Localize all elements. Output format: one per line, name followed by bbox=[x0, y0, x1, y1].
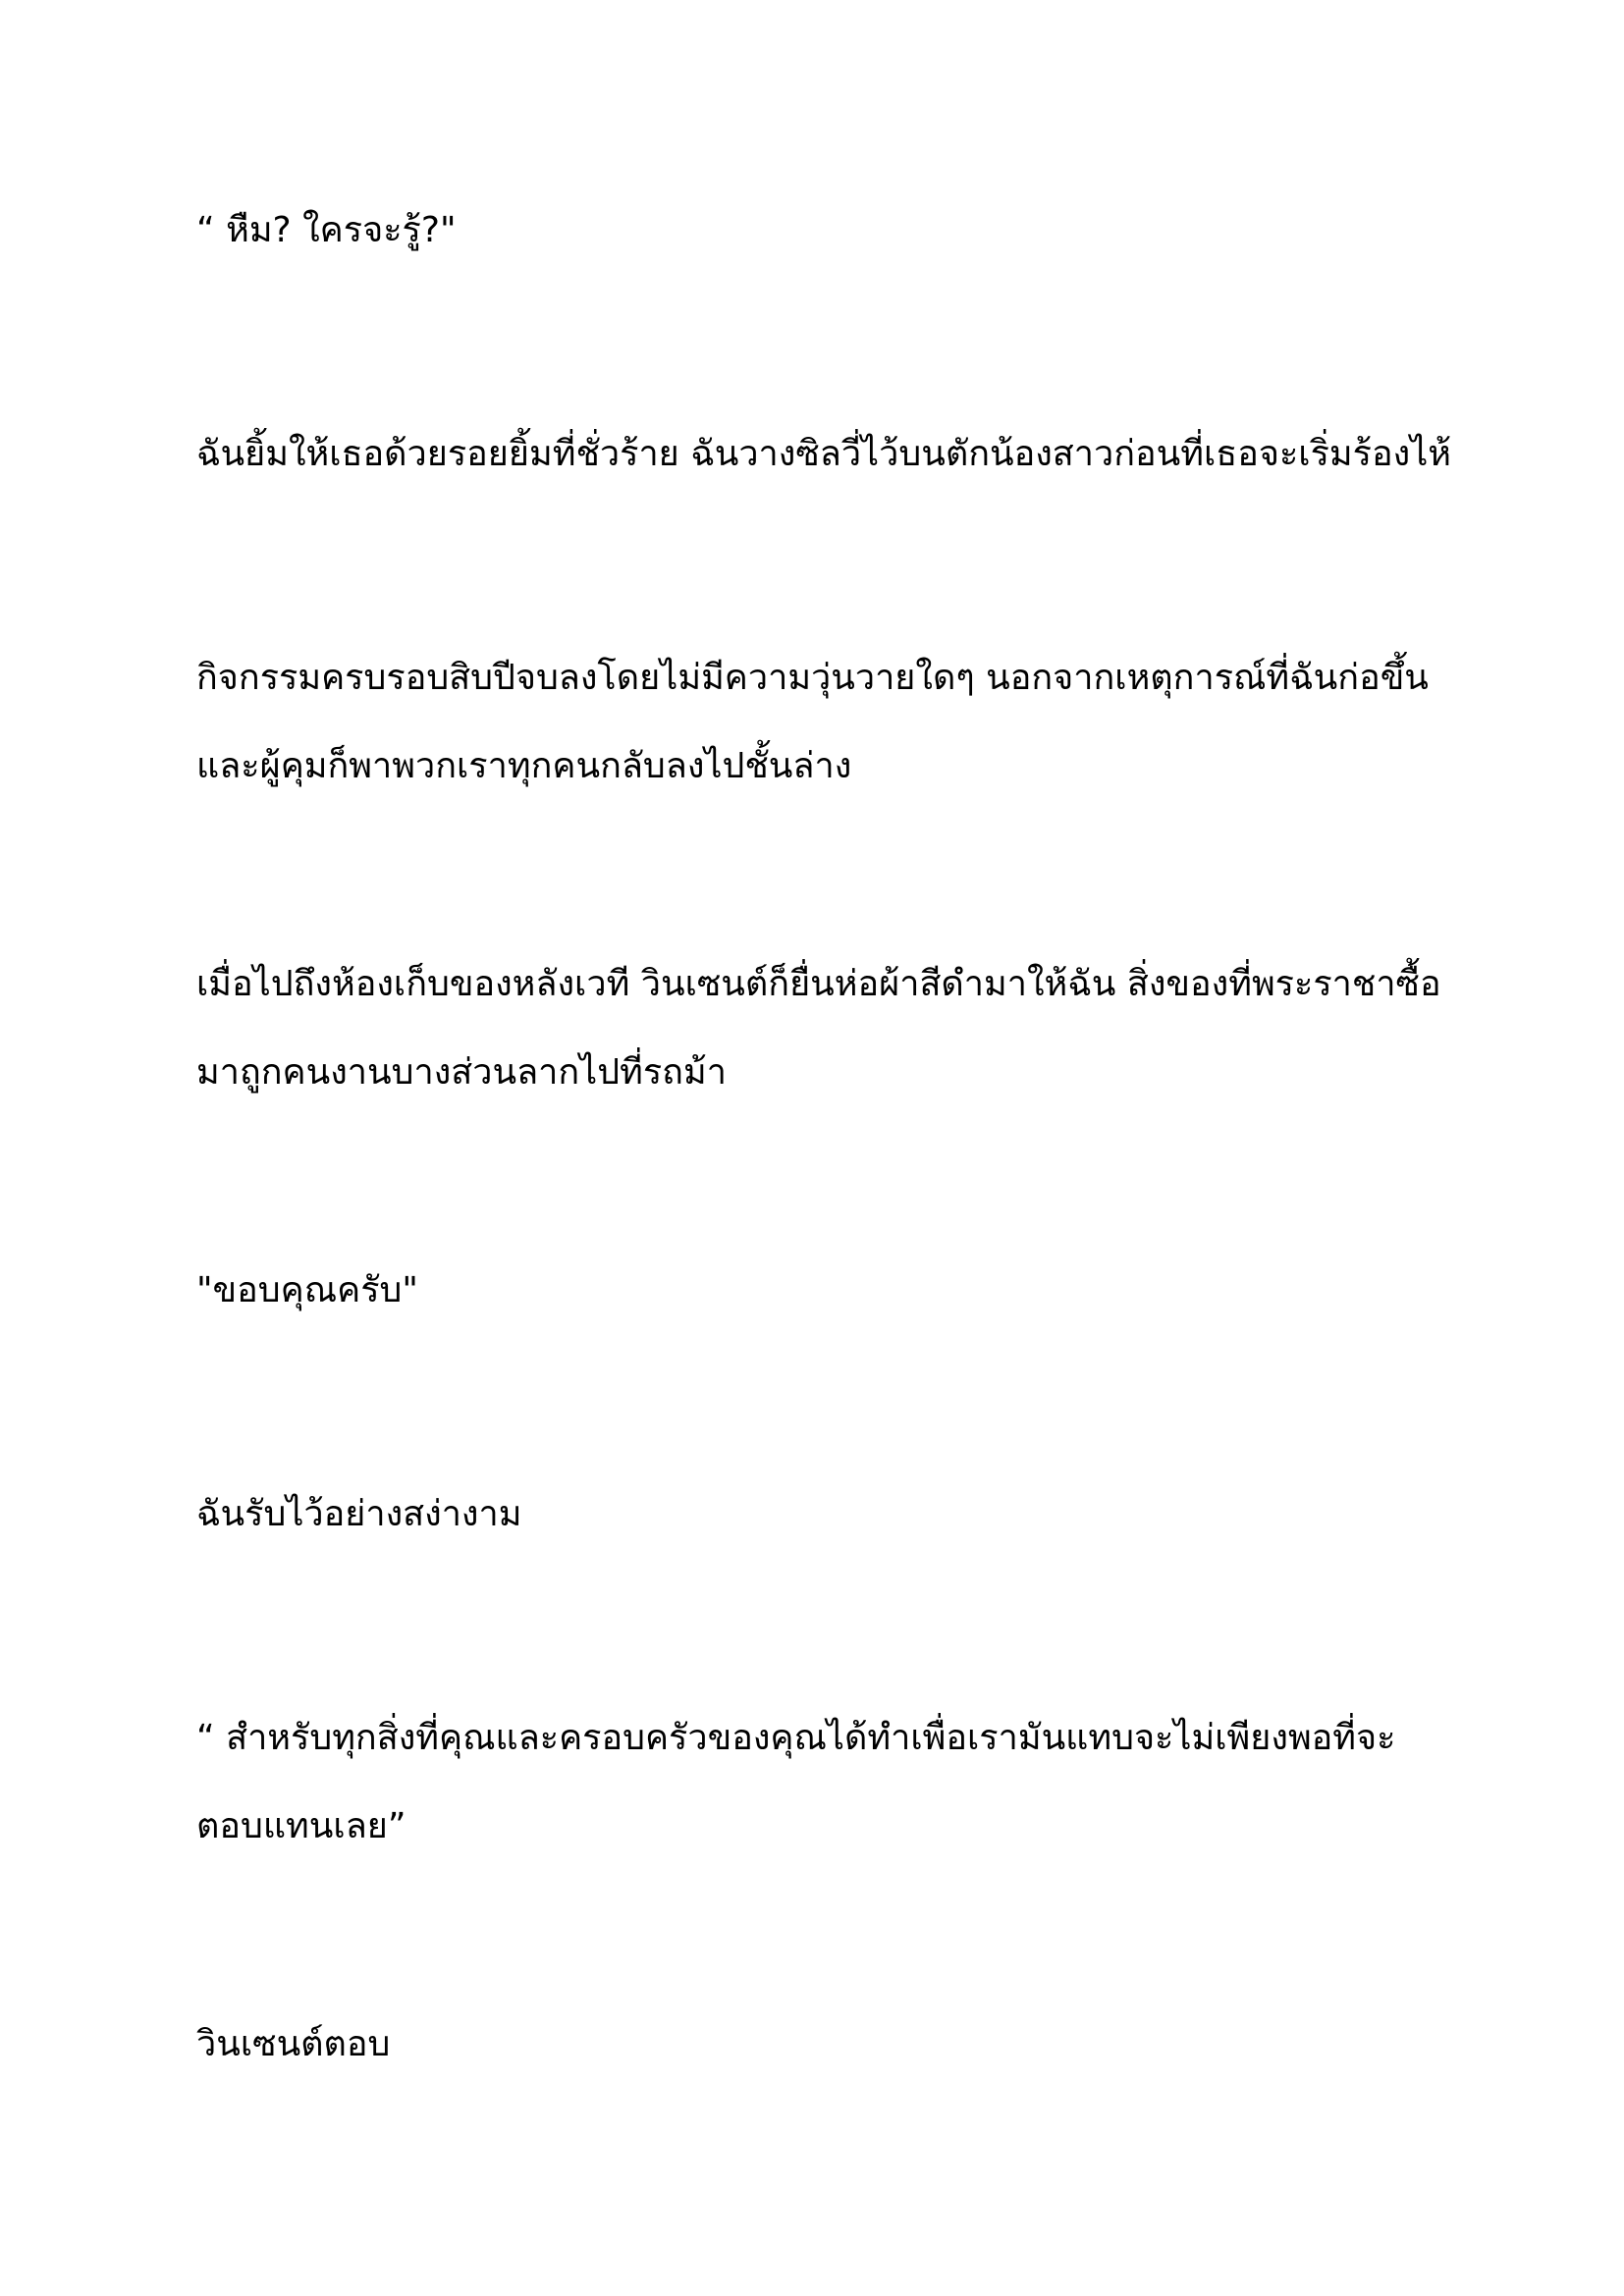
paragraph-line: ฉันรับไว้อย่างสง่างาม bbox=[196, 1494, 522, 1534]
paragraph-line: ตอบแทนเลย” bbox=[196, 1806, 406, 1846]
paragraph-vincent-replies bbox=[196, 2001, 1453, 2089]
paragraph-line: เมื่อไปถึงห้องเก็บของหลังเวที วินเซนต์ก็ยื่นห่อผ้าสีดำมาให้ฉัน สิ่งของที่พระราชาซื้อ bbox=[196, 964, 1441, 1004]
paragraph-accept-gracefully bbox=[196, 1470, 1453, 1559]
paragraph-thank-you bbox=[196, 1247, 1453, 1335]
paragraph-line: วินเซนต์ตอบ bbox=[196, 2024, 391, 2064]
paragraph-anniversary-ends bbox=[196, 634, 1453, 811]
paragraph-line: ฉันยิ้มให้เธอด้วยรอยยิ้มที่ชั่วร้าย ฉันวางซิลวี่ไว้บนตักน้องสาวก่อนที่เธอจะเริ่มร้องไห้ bbox=[196, 434, 1452, 474]
paragraph-line: “ หืม? ใครจะรู้?" bbox=[196, 210, 457, 250]
paragraph-hmm-who-knows bbox=[196, 187, 1453, 275]
paragraph-line: มาถูกคนงานบางส่วนลากไปที่รถม้า bbox=[196, 1052, 727, 1093]
paragraph-line: “ สำหรับทุกสิ่งที่คุณและครอบครัวของคุณได้ทำเพื่อเรามันแทบจะไม่เพียงพอที่จะ bbox=[196, 1718, 1396, 1758]
paragraph-not-enough-to-repay bbox=[196, 1694, 1453, 1871]
paragraph-backstage-storage bbox=[196, 940, 1453, 1117]
paragraph-line: และผู้คุมก็พาพวกเราทุกคนกลับลงไปชั้นล่าง bbox=[196, 746, 852, 786]
paragraph-line: "ขอบคุณครับ" bbox=[196, 1270, 418, 1310]
paragraph-line: กิจกรรมครบรอบสิบปีจบลงโดยไม่มีความวุ่นวายใดๆ นอกจากเหตุการณ์ที่ฉันก่อขึ้น bbox=[196, 658, 1429, 698]
paragraph-evil-smile bbox=[196, 410, 1453, 499]
